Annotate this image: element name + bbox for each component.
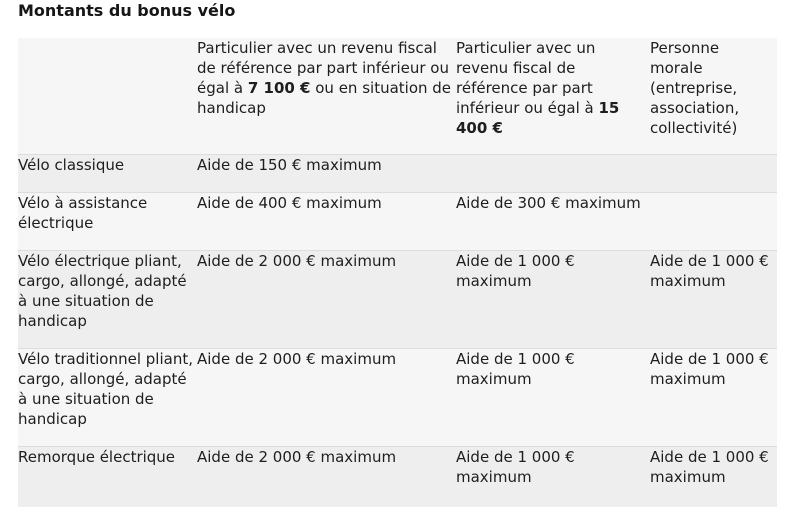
cell-legal-entity: Aide de 1 000 € maximum [650,448,769,486]
header-income-7100 [197,38,456,155]
cell-legal-entity: Aide de 1 000 € maximum [650,252,769,290]
header-legal-entity: Personne morale (entreprise, association, collectivité) [650,39,740,137]
header-income-7100-amount: 7 100 € [247,79,311,97]
cell-legal-entity: Aide de 1 000 € maximum [650,350,769,388]
table-row [18,155,777,193]
table-row [18,193,777,251]
header-income-7100-text-end: ou en situation de handicap [197,79,452,117]
row-label: Vélo classique [18,156,125,174]
bonus-amounts-table [18,38,777,507]
table-row [18,447,777,508]
header-income-7100-text-start: Particulier avec un revenu fiscal de référence par part inférieur ou égal à [197,39,449,97]
row-label: Remorque électrique [18,448,176,466]
cell-income-7100: Aide de 2 000 € maximum [197,252,397,270]
header-income-15400 [456,38,650,155]
row-label: Vélo traditionnel pliant, cargo, allongé, adapté à une situation de handicap [18,350,193,428]
header-empty-cell [18,38,197,155]
header-income-15400-amount: 15 400 € [456,99,620,137]
table-header-row [18,38,777,155]
cell-income-15400: Aide de 300 € maximum [456,194,641,212]
cell-income-7100: Aide de 150 € maximum [197,156,382,174]
cell-income-15400: Aide de 1 000 € maximum [456,350,575,388]
cell-income-15400 [456,155,650,193]
table-row [18,349,777,447]
table-header [18,38,777,155]
cell-legal-entity [650,155,777,193]
row-label: Vélo à assistance électrique [18,194,148,232]
cell-income-15400: Aide de 1 000 € maximum [456,448,575,486]
cell-legal-entity [650,193,777,251]
cell-income-15400: Aide de 1 000 € maximum [456,252,575,290]
cell-income-7100: Aide de 2 000 € maximum [197,350,397,368]
cell-income-7100: Aide de 2 000 € maximum [197,448,397,466]
page-title: Montants du bonus vélo [18,1,236,20]
table-row [18,251,777,349]
header-income-15400-text: Particulier avec un revenu fiscal de référence par part inférieur ou égal à [456,39,599,117]
table-body [18,155,777,508]
cell-income-7100: Aide de 400 € maximum [197,194,382,212]
row-label: Vélo électrique pliant, cargo, allongé, adapté à une situation de handicap [18,252,187,330]
